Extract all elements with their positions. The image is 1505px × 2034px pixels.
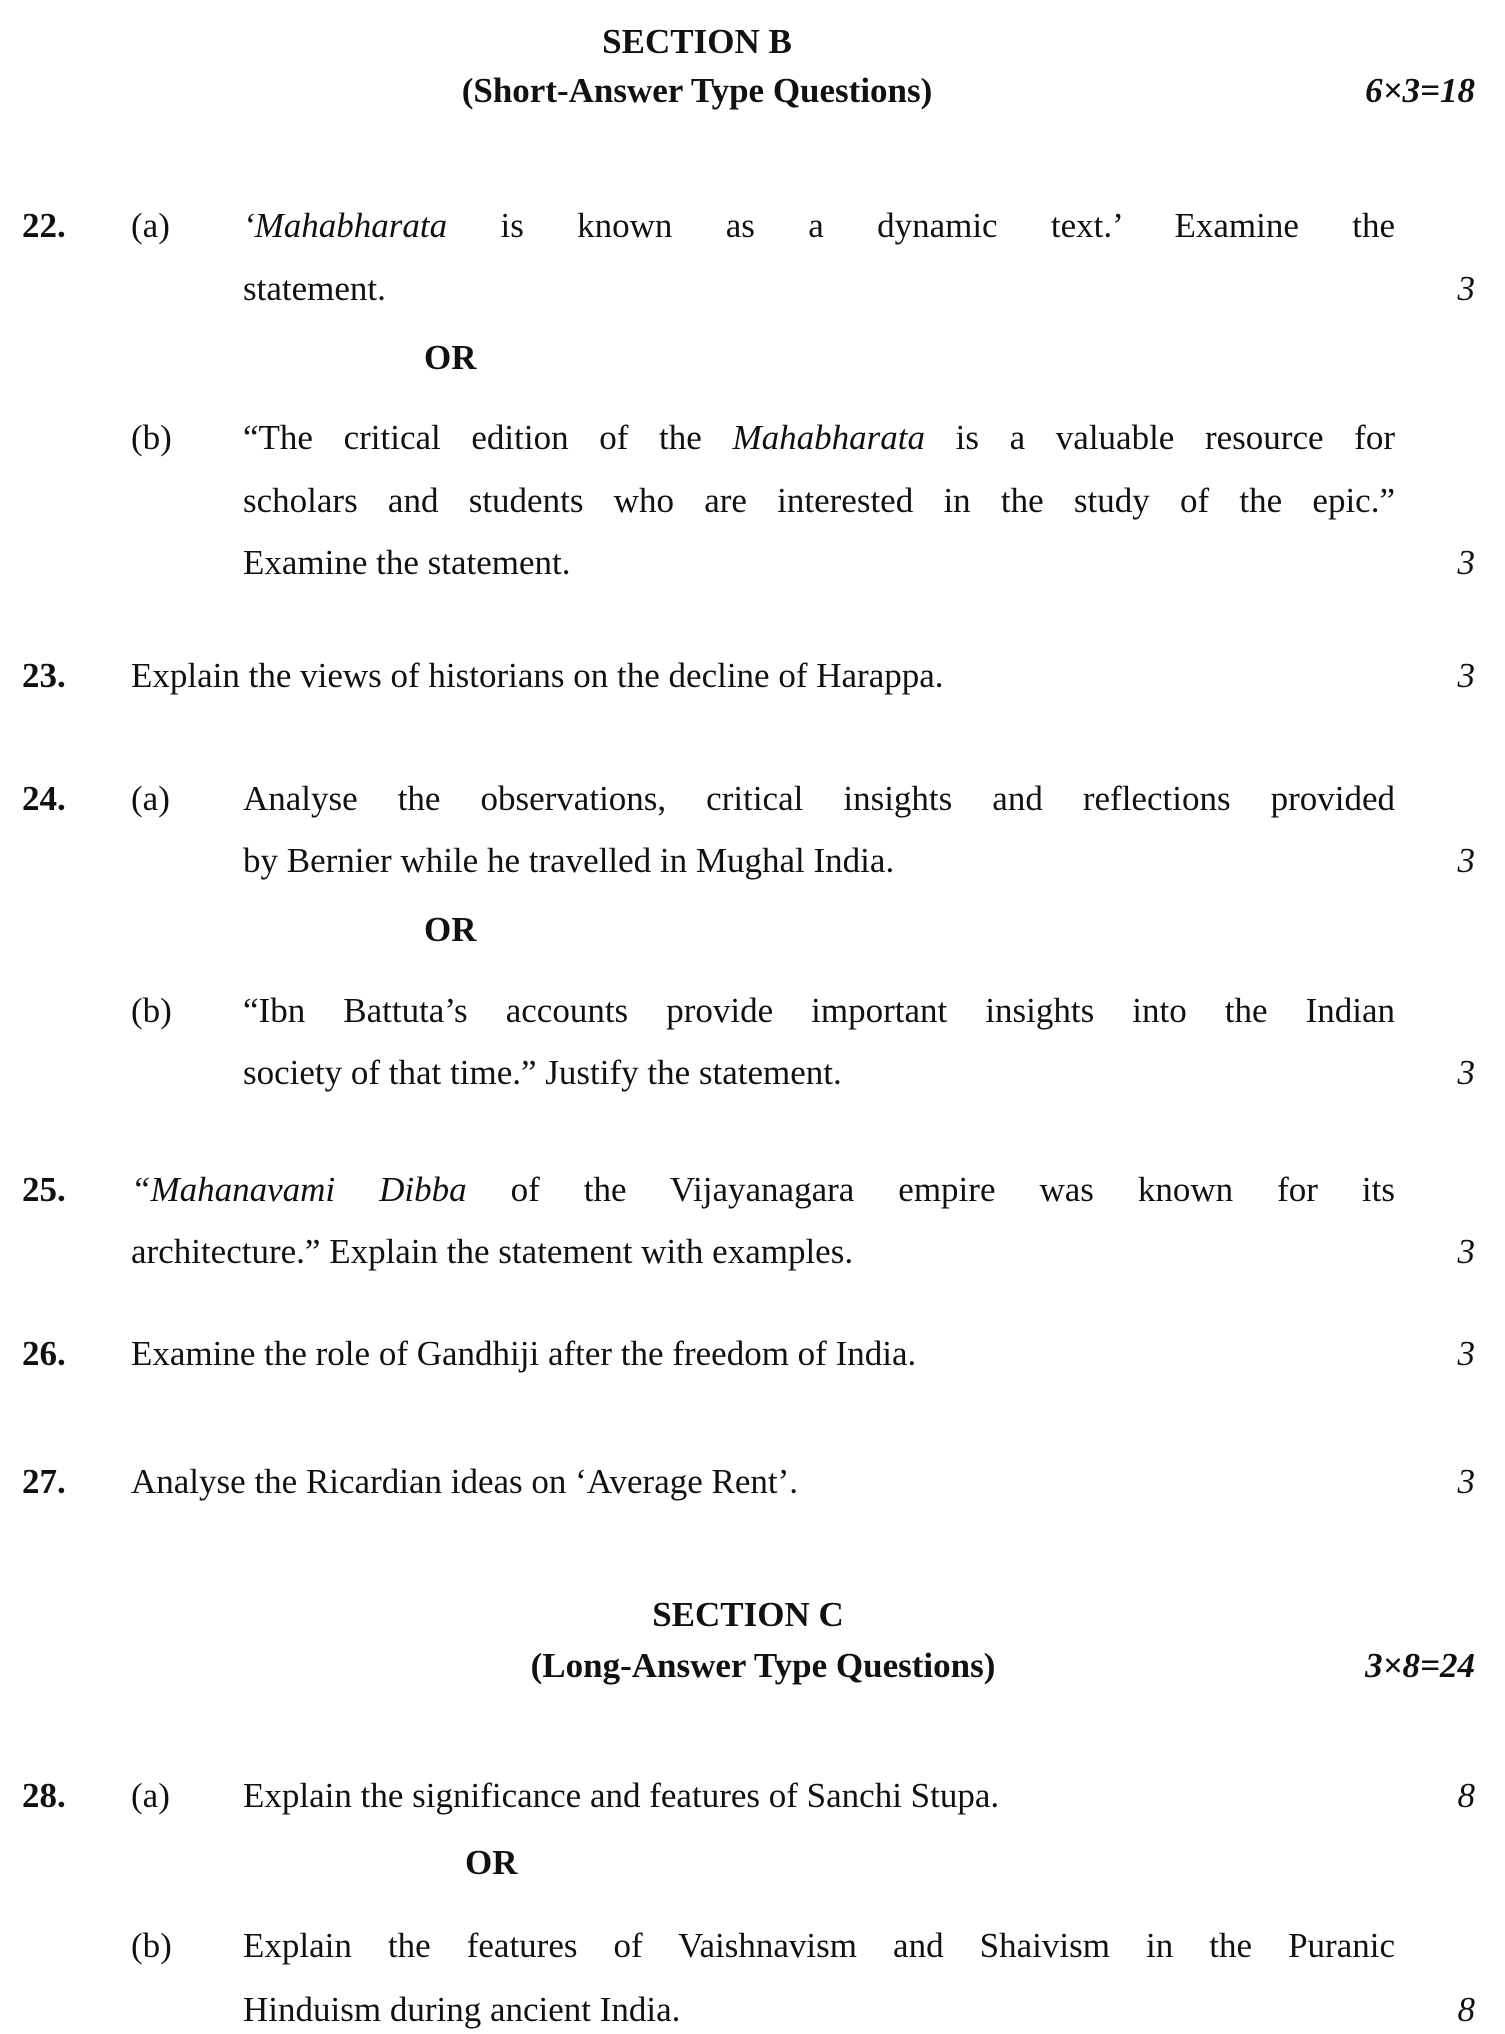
question-number: 22. [22, 206, 66, 245]
option-label: (a) [131, 779, 170, 818]
question-number: 28. [22, 1776, 66, 1815]
marks: 3 [1457, 543, 1475, 582]
marks: 3 [1457, 1053, 1475, 1092]
text-segment: is known as a dynamic text.’ Examine the [447, 206, 1395, 245]
question-text: Explain the significance and features of Sanchi Stupa. [243, 1776, 1000, 1815]
marks: 3 [1457, 841, 1475, 880]
option-label: (b) [131, 418, 172, 457]
question-text: Examine the statement. [243, 543, 571, 582]
section-b-subtitle: (Short-Answer Type Questions) [461, 71, 933, 110]
text-segment: “The critical edition of the [243, 418, 733, 457]
marks: 3 [1457, 1462, 1475, 1501]
question-text: statement. [243, 269, 386, 308]
question-text: society of that time.” Justify the statement. [243, 1053, 842, 1092]
text-segment: of the Vijayanagara empire was known for its [466, 1170, 1395, 1209]
section-c-title: SECTION C [652, 1595, 844, 1634]
question-text: Explain the features of Vaishnavism and Shaivism in the Puranic [243, 1926, 1395, 1965]
section-c-marks: 3×8=24 [1365, 1646, 1475, 1685]
question-text: scholars and students who are interested in the study of the epic.” [243, 481, 1395, 520]
marks: 8 [1457, 1990, 1475, 2029]
italic-title: Mahabharata [732, 418, 925, 457]
section-b-marks: 6×3=18 [1365, 71, 1475, 110]
question-text [131, 1168, 1395, 1212]
option-label: (b) [131, 991, 172, 1030]
question-text: Explain the views of historians on the decline of Harappa. [131, 656, 944, 695]
marks: 8 [1457, 1776, 1475, 1815]
option-label: (a) [131, 206, 170, 245]
question-text [243, 204, 1395, 248]
question-text: “Ibn Battuta’s accounts provide important insights into the Indian [243, 991, 1395, 1030]
section-c-subtitle: (Long-Answer Type Questions) [530, 1646, 996, 1685]
section-b-title: SECTION B [602, 22, 792, 61]
question-text: Examine the role of Gandhiji after the freedom of India. [131, 1334, 917, 1373]
option-label: (b) [131, 1926, 172, 1965]
italic-title: “Mahanavami Dibba [131, 1170, 467, 1209]
or-separator: OR [465, 1843, 518, 1882]
question-text [243, 416, 1395, 460]
question-number: 23. [22, 656, 66, 695]
question-text: Analyse the Ricardian ideas on ‘Average Rent’. [131, 1462, 799, 1501]
option-label: (a) [131, 1776, 170, 1815]
question-text: Hinduism during ancient India. [243, 1990, 681, 2029]
question-number: 24. [22, 779, 66, 818]
marks: 3 [1457, 269, 1475, 308]
italic-title: ‘Mahabharata [243, 206, 448, 245]
question-number: 27. [22, 1462, 66, 1501]
question-number: 26. [22, 1334, 66, 1373]
question-text: architecture.” Explain the statement with examples. [131, 1232, 854, 1271]
marks: 3 [1457, 1232, 1475, 1271]
marks: 3 [1457, 1334, 1475, 1373]
text-segment: is a valuable resource for [924, 418, 1395, 457]
question-text: Analyse the observations, critical insights and reflections provided [243, 779, 1395, 818]
or-separator: OR [424, 338, 477, 377]
question-number: 25. [22, 1170, 66, 1209]
or-separator: OR [424, 910, 477, 949]
marks: 3 [1457, 656, 1475, 695]
question-text: by Bernier while he travelled in Mughal India. [243, 841, 895, 880]
